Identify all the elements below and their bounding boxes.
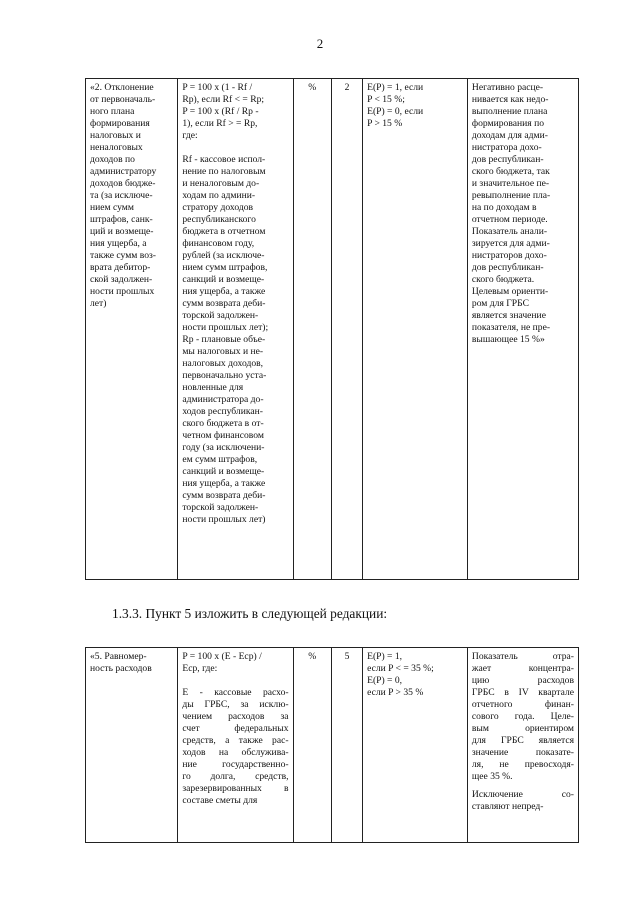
text-line: ем сумм штрафов, [182, 454, 258, 465]
text-line: дов республикан- [471, 154, 544, 165]
text-line: от первоначаль- [90, 94, 156, 105]
text-line: значение показате- [471, 747, 574, 758]
text-line: отчетном периоде. [471, 214, 548, 225]
text-line: E - кассовые расхо- [182, 687, 289, 698]
text-line: администратора до- [182, 394, 264, 405]
text-line: для ГРБС является [471, 735, 574, 746]
text-line: вым ориентиром [471, 723, 574, 734]
text-line: если P < = 35 %; [367, 663, 434, 674]
text-line: показателя, не пре- [471, 322, 551, 333]
unit-cell: % [293, 648, 331, 843]
text-line: вышающее 15 %» [471, 334, 545, 345]
weight-cell: 2 [331, 79, 362, 580]
comment-text [472, 82, 574, 346]
text-line: сумм возврата деби- [182, 490, 266, 501]
text-line: финансовом году, [182, 238, 255, 249]
text-line: ходов республикан- [182, 406, 263, 417]
text-line: зируется для адми- [471, 238, 550, 249]
text-line: торской задолжен- [182, 502, 259, 513]
text-line: доходам для адми- [471, 130, 548, 141]
text-line: ского бюджета, так [471, 166, 550, 177]
text-line: ций и возмеще- [90, 226, 154, 237]
text-line: ного плана [90, 106, 135, 117]
text-line: P = 100 x (E - Ecp) / [182, 651, 262, 662]
text-line: штрафов, санк- [90, 214, 153, 225]
indicator-table-1 [85, 78, 579, 580]
text-line: дов республикан- [471, 262, 544, 273]
text-line: Rp - плановые объе- [182, 334, 266, 345]
text-line: формирования по [471, 118, 545, 129]
text-line: Исключение со- [471, 789, 574, 800]
text-line: Rp), если Rf < = Rp; [182, 94, 265, 105]
text-line: ГРБС в IV квартале [471, 687, 574, 698]
text-line: где: [182, 130, 198, 141]
text-line: доходов по [90, 154, 135, 165]
text-line: средств, а также рас- [182, 735, 289, 746]
text-line: на по доходам в [471, 202, 537, 213]
indicator-name [90, 82, 173, 310]
text-line: лет) [90, 298, 107, 309]
text-line: республиканского [182, 214, 256, 225]
text-line: чением расходов за [182, 711, 289, 722]
comment-text [472, 651, 574, 783]
text-line: Показатель отра- [471, 651, 574, 662]
formula-cell [178, 648, 293, 843]
text-line: неналоговых [90, 142, 143, 153]
text-line: ности прошлых лет) [182, 514, 266, 525]
text-line: P = 100 x (Rf / Rp - [182, 106, 259, 117]
text-line: P = 100 x (1 - Rf / [182, 82, 253, 93]
text-line: жает концентра- [471, 663, 574, 674]
text-line: году (за исключени- [182, 442, 265, 453]
text-line: ды ГРБС, за исклю- [182, 699, 289, 710]
text-line: четном финансовом [182, 430, 264, 441]
text-line: ние государственно- [182, 759, 289, 770]
text-line: нием сумм штрафов, [182, 262, 268, 273]
text-line: го долга, средств, [182, 771, 289, 782]
text-line: первоначально уста- [182, 370, 267, 381]
text-line: санкций и возмеще- [182, 466, 265, 477]
text-line: E(P) = 1, [367, 651, 403, 662]
unit-cell: % [293, 79, 331, 580]
text-line: отчетного финан- [471, 699, 574, 710]
formula-text [182, 82, 288, 142]
text-line: доходов бюдже- [90, 178, 156, 189]
formula-definitions [182, 154, 288, 526]
text-line: бюджета в отчетном [182, 226, 266, 237]
text-line: мы налоговых и не- [182, 346, 264, 357]
text-line: торской задолжен- [182, 310, 259, 321]
text-line: ля, не превосходя- [471, 759, 574, 770]
text-line: нистратора дохо- [471, 142, 542, 153]
evaluation-rule-cell [363, 648, 468, 843]
text-line: составе сметы для [182, 795, 258, 806]
text-line: счет федеральных [182, 723, 289, 734]
section-heading: 1.3.3. Пункт 5 изложить в следующей редакции: [112, 606, 388, 621]
text-line: E(P) = 1, если [367, 82, 424, 93]
text-line: ности прошлых лет); [182, 322, 269, 333]
text-line: «2. Отклонение [90, 82, 154, 93]
comment-cell [467, 648, 578, 843]
comment-extra-text [472, 789, 574, 813]
text-line: цию расходов [471, 675, 574, 686]
text-line: новленные для [182, 382, 244, 393]
text-line: врата дебитор- [90, 262, 151, 273]
text-line: P < 15 %; [367, 94, 405, 105]
evaluation-rule [367, 651, 463, 699]
text-line: ской задолжен- [90, 274, 153, 285]
evaluation-rule [367, 82, 463, 130]
text-line: E(P) = 0, если [367, 106, 424, 117]
text-line: E(P) = 0, [367, 675, 403, 686]
comment-cell [467, 79, 578, 580]
text-line: Rf - кассовое испол- [182, 154, 266, 165]
text-line: и значительное пе- [471, 178, 550, 189]
text-line: налоговых и [90, 130, 141, 141]
formula-cell [178, 79, 293, 580]
text-line: ходов на обслужива- [182, 747, 289, 758]
text-line: ния ущерба, а также [182, 478, 266, 489]
text-line: ния ущерба, а также [182, 286, 266, 297]
text-line: стратору доходов [182, 202, 254, 213]
indicator-name-cell [86, 79, 178, 580]
page-number: 2 [316, 36, 324, 51]
text-line: санкций и возмеще- [182, 274, 265, 285]
text-line: Показатель анали- [471, 226, 548, 237]
text-line: является значение [471, 310, 546, 321]
text-line: ром для ГРБС [471, 298, 529, 309]
text-line: ности прошлых [90, 286, 155, 297]
indicator-name-cell [86, 648, 178, 843]
text-line: зарезервированных в [182, 783, 289, 794]
formula-definitions [182, 687, 288, 807]
text-line: ставляют непред- [471, 801, 544, 812]
text-line: Целевым ориенти- [471, 286, 549, 297]
text-line: ского бюджета в от- [182, 418, 264, 429]
text-line: администратору [90, 166, 157, 177]
text-line: Негативно расце- [471, 82, 544, 93]
table-row [86, 648, 579, 843]
table-row [86, 79, 579, 580]
text-line: также сумм воз- [90, 250, 156, 261]
text-line: нивается как недо- [471, 94, 549, 105]
text-line: ходам по админи- [182, 190, 256, 201]
text-line: сового года. Целе- [471, 711, 574, 722]
text-line: нием сумм [90, 202, 134, 213]
indicator-name [90, 651, 173, 675]
indicator-table-2 [85, 647, 579, 843]
text-line: формирования [90, 118, 150, 129]
text-line: 1), если Rf > = Rp, [182, 118, 258, 129]
text-line: нистраторов дохо- [471, 250, 547, 261]
text-line: рублей (за исключе- [182, 250, 265, 261]
text-line: ния ущерба, а [90, 238, 147, 249]
text-line: если P > 35 % [367, 687, 424, 698]
text-line: P > 15 % [367, 118, 403, 129]
text-line: та (за исключе- [90, 190, 153, 201]
text-line: нение по налоговым [182, 166, 266, 177]
text-line: Ecp, где: [182, 663, 218, 674]
text-line: ревыполнение пла- [471, 190, 551, 201]
text-line: и неналоговым до- [182, 178, 260, 189]
evaluation-rule-cell [363, 79, 468, 580]
text-line: «5. Равномер- [90, 651, 147, 662]
text-line: выполнение плана [471, 106, 548, 117]
text-line: налоговых доходов, [182, 358, 264, 369]
weight-cell: 5 [331, 648, 362, 843]
text-line: ского бюджета. [471, 274, 535, 285]
text-line: щее 35 %. [471, 771, 513, 782]
formula-text [182, 651, 288, 675]
text-line: сумм возврата деби- [182, 298, 266, 309]
text-line: ность расходов [90, 663, 152, 674]
